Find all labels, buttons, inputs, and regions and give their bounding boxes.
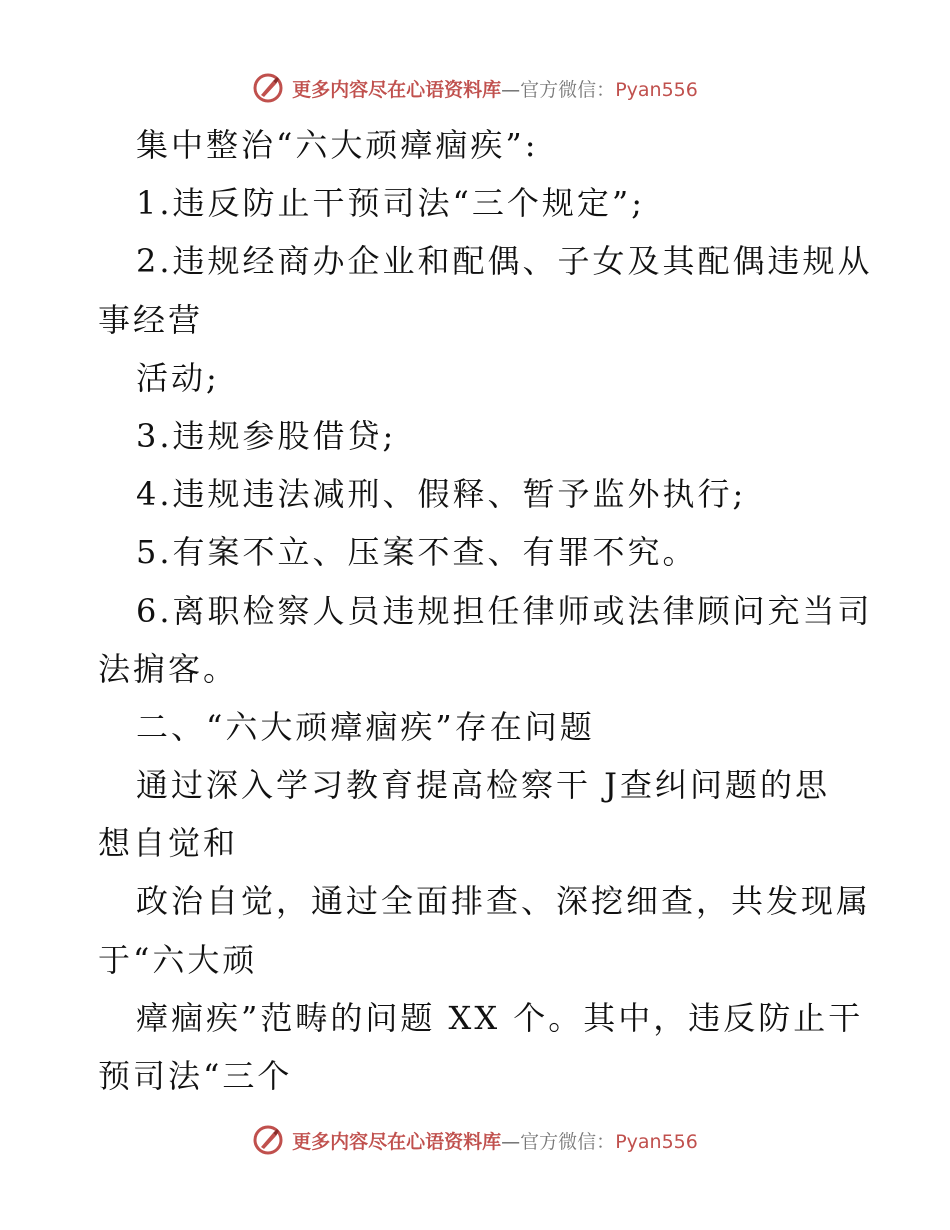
watermark-text — [292, 1127, 698, 1154]
watermark-wechat-id: Pyan556 — [615, 78, 698, 101]
list-item-6: 6.离职检察人员违规担任律师或法律顾问充当司 — [136, 591, 873, 630]
pen-circle-icon — [252, 72, 284, 104]
paragraph-line: 政治自觉，通过全面排查、深挖细查，共发现属 — [136, 882, 872, 921]
watermark-wechat-label: 官方微信： — [520, 1130, 616, 1153]
list-item-4: 4.违规违法减刑、假释、暂予监外执行; — [136, 475, 747, 514]
watermark-wechat-id: Pyan556 — [615, 1130, 698, 1153]
list-item-3: 3.违规参股借贷; — [136, 416, 397, 455]
watermark-separator: — — [501, 78, 521, 101]
heading-rectification: 集中整治“六大顽瘴痼疾”: — [136, 126, 539, 164]
paragraph-line-wrap: 预司法“三个 — [98, 1057, 293, 1095]
header-watermark-banner — [0, 72, 950, 104]
paragraph-line-wrap: 于“六大顽 — [98, 940, 258, 979]
list-item-2-continued: 活动; — [136, 358, 220, 397]
pen-circle-icon — [252, 1124, 284, 1156]
watermark-text — [292, 75, 698, 102]
list-item-5: 5.有案不立、压案不查、有罪不究。 — [136, 533, 698, 572]
paragraph-line: 瘴痼疾”范畴的问题 XX 个。其中，违反防止干 — [136, 998, 864, 1037]
paragraph-line: 通过深入学习教育提高检察干 J查纠问题的思 — [136, 766, 831, 805]
paragraph-line-wrap: 想自觉和 — [98, 824, 239, 863]
watermark-main-text: 更多内容尽在心语资料库 — [292, 1130, 502, 1153]
list-item-2-wrap: 事经营 — [98, 300, 204, 339]
list-item-2: 2.违规经商办企业和配偶、子女及其配偶违规从 — [136, 242, 873, 281]
watermark-wechat-label: 官方微信： — [520, 78, 616, 101]
section-heading-problems: 二、“六大顽瘴痼疾”存在问题 — [136, 707, 595, 746]
list-item-1: 1.违反防止干预司法“三个规定”; — [136, 184, 646, 223]
watermark-main-text: 更多内容尽在心语资料库 — [292, 78, 502, 101]
list-item-6-wrap: 法掮客。 — [98, 649, 239, 688]
document-body — [98, 116, 873, 1105]
footer-watermark-banner — [0, 1124, 950, 1156]
watermark-separator: — — [501, 1130, 521, 1153]
